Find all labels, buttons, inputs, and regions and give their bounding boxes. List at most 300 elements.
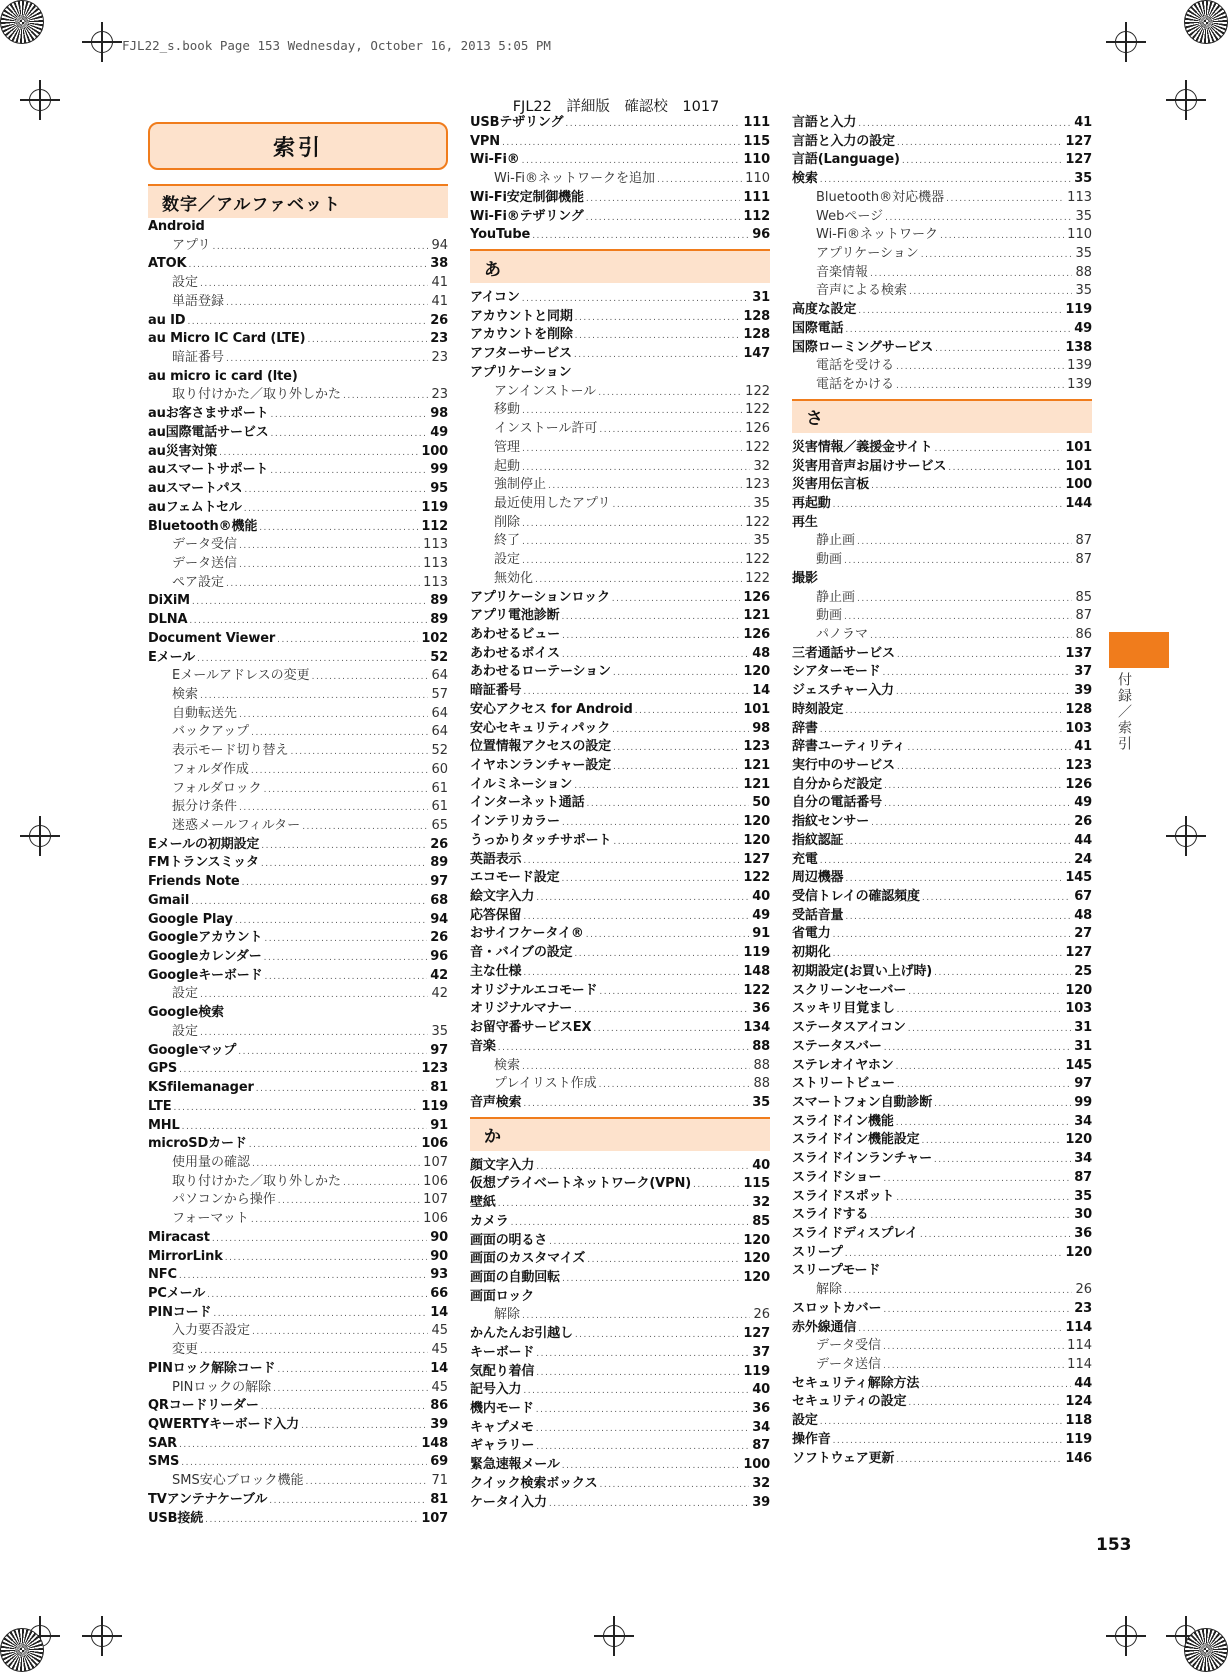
entry-page: 123 (745, 477, 770, 493)
dot-leader (833, 926, 1072, 945)
dot-leader (820, 852, 1072, 871)
entry-term: 緊急速報メール (470, 1457, 560, 1473)
index-entry (148, 218, 448, 237)
entry-term: 画面ロック (470, 1288, 534, 1304)
dot-leader (586, 795, 749, 814)
entry-page: 52 (430, 649, 448, 665)
index-column-2 (470, 114, 770, 1512)
index-entry (792, 738, 1092, 757)
index-entry (470, 794, 770, 813)
index-entry (792, 832, 1092, 851)
entry-term: 削除 (494, 514, 521, 530)
dot-leader (523, 964, 740, 983)
entry-page: 35 (1075, 246, 1092, 262)
dot-leader (562, 627, 740, 646)
entry-page: 26 (430, 930, 448, 946)
entry-page: 34 (1074, 1151, 1092, 1167)
dot-leader (536, 1438, 749, 1457)
dot-leader (907, 739, 1071, 758)
entry-term: 安心セキュリティパック (470, 720, 611, 736)
dot-leader (921, 1376, 1071, 1395)
entry-page: 87 (1075, 533, 1092, 549)
dot-leader (934, 1095, 1071, 1114)
section-heading: か (470, 1117, 770, 1151)
entry-page: 26 (430, 312, 448, 328)
dot-leader (226, 350, 428, 369)
entry-term: Wi-Fi® (470, 152, 520, 168)
index-entry (470, 189, 770, 208)
dot-leader (820, 171, 1072, 190)
index-subentry (148, 349, 448, 368)
index-entry (148, 443, 448, 462)
index-entry (148, 480, 448, 499)
entry-page: 145 (1065, 870, 1092, 886)
entry-page: 120 (743, 1269, 770, 1285)
dot-leader (897, 134, 1063, 153)
dot-leader (870, 627, 1072, 646)
entry-page: 139 (1067, 358, 1092, 374)
dot-leader (239, 799, 428, 818)
dot-leader (908, 1020, 1072, 1039)
entry-term: フォルダロック (172, 780, 262, 796)
entry-term: 無効化 (494, 570, 534, 586)
index-entry (470, 1094, 770, 1113)
entry-term: インターネット通話 (470, 795, 585, 811)
index-entry (148, 405, 448, 424)
entry-page: 35 (752, 1094, 770, 1110)
dot-leader (870, 1207, 1071, 1226)
dot-leader (532, 227, 749, 246)
dot-leader (522, 459, 750, 478)
section-heading: さ (792, 399, 1092, 433)
entry-term: データ送信 (172, 555, 238, 571)
dot-leader (261, 855, 427, 874)
index-entry (470, 308, 770, 327)
entry-term: 音声検索 (470, 1094, 522, 1110)
entry-page: 89 (430, 612, 448, 628)
entry-page: 122 (745, 552, 770, 568)
entry-term: スライドイン機能 (792, 1113, 894, 1129)
index-subentry (470, 476, 770, 495)
entry-term: プレイリスト作成 (494, 1076, 597, 1092)
entry-term: Wi-Fi®ネットワーク (816, 227, 939, 243)
entry-page: 71 (431, 1473, 448, 1489)
dot-leader (522, 1307, 750, 1326)
dot-leader (858, 115, 1071, 134)
dot-leader (657, 171, 742, 190)
entry-term: あわせるローテーション (470, 664, 611, 680)
dot-leader (498, 1039, 750, 1058)
index-entry (470, 738, 770, 757)
dot-leader (251, 724, 428, 743)
dot-leader (845, 321, 1071, 340)
entry-term: QWERTYキーボード入力 (148, 1417, 300, 1432)
entry-page: 101 (743, 701, 770, 717)
dot-leader (271, 425, 428, 444)
entry-term: Gmail (148, 892, 190, 908)
entry-page: 148 (743, 963, 770, 979)
dot-leader (562, 814, 740, 833)
entry-page: 87 (1075, 552, 1092, 568)
entry-term: GPS (148, 1061, 178, 1077)
index-entry (792, 888, 1092, 907)
dot-leader (239, 537, 420, 556)
index-entry (792, 663, 1092, 682)
dot-leader (857, 590, 1072, 609)
entry-page: 65 (431, 818, 448, 833)
dot-leader (586, 926, 750, 945)
dot-leader (871, 477, 1062, 496)
dot-leader (921, 246, 1073, 265)
entry-page: 50 (752, 795, 770, 811)
index-entry (470, 607, 770, 626)
entry-term: 取り付けかた／取り外しかた (172, 1173, 342, 1189)
dot-leader (833, 1432, 1063, 1451)
entry-page: 126 (743, 626, 770, 642)
entry-term: NFC (148, 1267, 177, 1283)
entry-term: データ受信 (172, 537, 238, 553)
index-entry (470, 1250, 770, 1269)
entry-page: 23 (431, 350, 448, 366)
dot-leader (574, 777, 740, 796)
entry-page: 48 (752, 645, 770, 661)
index-entry (470, 888, 770, 907)
entry-page: 45 (431, 1342, 448, 1358)
entry-term: DiXiM (148, 593, 190, 609)
index-entry (470, 1325, 770, 1344)
dot-leader (934, 1151, 1071, 1170)
index-subentry (792, 551, 1092, 570)
index-entry (792, 133, 1092, 152)
entry-term: microSDカード (148, 1136, 247, 1152)
index-entry (792, 1244, 1092, 1263)
entry-term: 音楽情報 (816, 264, 869, 280)
index-subentry (148, 817, 448, 836)
index-entry (792, 944, 1092, 963)
index-entry (148, 1004, 448, 1023)
index-entry (470, 1456, 770, 1475)
dot-leader (261, 837, 427, 856)
index-entry (470, 925, 770, 944)
entry-term: 再生 (792, 514, 818, 530)
entry-page: 45 (431, 1323, 448, 1339)
entry-term: アカウントと同期 (470, 308, 573, 324)
dot-leader (244, 481, 427, 500)
entry-page: 146 (1065, 1450, 1092, 1466)
index-entry (148, 1098, 448, 1117)
entry-term: 設定 (494, 552, 521, 568)
index-entry (470, 133, 770, 152)
index-entry (470, 663, 770, 682)
entry-term: 応答保留 (470, 907, 522, 923)
entry-page: 128 (743, 308, 770, 324)
entry-term: 辞書 (792, 720, 818, 736)
entry-term: 時刻設定 (792, 701, 844, 717)
entry-term: 画面の自動回転 (470, 1269, 560, 1285)
entry-term: Googleアカウント (148, 930, 263, 946)
index-entry (148, 1491, 448, 1510)
registration-mark (1106, 22, 1146, 62)
index-entry (148, 424, 448, 443)
entry-term: フォルダ作成 (172, 761, 249, 777)
entry-page: 60 (431, 761, 448, 777)
index-subentry (792, 626, 1092, 645)
index-entry (470, 626, 770, 645)
dot-leader (562, 1457, 741, 1476)
entry-page: 39 (430, 1417, 448, 1432)
dot-leader (897, 758, 1063, 777)
entry-page: 114 (1065, 1319, 1092, 1335)
dot-leader (188, 256, 427, 275)
index-entry (148, 611, 448, 630)
entry-term: データ受信 (816, 1338, 882, 1354)
entry-page: 106 (423, 1173, 448, 1189)
index-entry (148, 967, 448, 986)
entry-term: 起動 (494, 458, 521, 474)
entry-term: SMS (148, 1454, 180, 1470)
dot-leader (225, 1249, 428, 1268)
dot-leader (269, 1492, 427, 1511)
index-subentry (470, 532, 770, 551)
index-entry (792, 1431, 1092, 1450)
entry-page: 35 (753, 533, 770, 549)
entry-term: PINロック解除コード (148, 1360, 276, 1376)
dot-leader (599, 1076, 751, 1095)
registration-mark (82, 22, 122, 62)
entry-term: 設定 (172, 1023, 199, 1039)
entry-page: 37 (752, 1344, 770, 1360)
dot-leader (896, 358, 1064, 377)
index-entry (148, 1229, 448, 1248)
entry-term: PINロックの解除 (172, 1379, 272, 1395)
entry-term: 高度な設定 (792, 302, 857, 318)
dot-leader (845, 1245, 1063, 1264)
entry-term: アフターサービス (470, 346, 572, 362)
dot-leader (278, 1192, 420, 1211)
dot-leader (844, 552, 1072, 571)
entry-page: 91 (752, 926, 770, 942)
index-entry (470, 1288, 770, 1307)
entry-term: 安心アクセス for Android (470, 701, 633, 717)
entry-page: 86 (430, 1398, 448, 1414)
dot-leader (858, 302, 1062, 321)
entry-term: データ送信 (816, 1357, 882, 1372)
entry-page: 148 (421, 1435, 448, 1451)
index-entry (792, 1094, 1092, 1113)
entry-term: 電話を受ける (816, 358, 895, 374)
dot-leader (192, 593, 427, 612)
index-entry (148, 368, 448, 387)
index-subentry (792, 357, 1092, 376)
index-subentry (470, 458, 770, 477)
dot-leader (200, 1024, 428, 1043)
dot-leader (896, 1451, 1062, 1470)
chapter-tab-label: 付録／索引 (1116, 672, 1132, 752)
entry-term: セキュリティ解除方法 (792, 1375, 920, 1391)
dot-leader (522, 152, 741, 171)
entry-page: 137 (1065, 645, 1092, 661)
color-wheel-mark (1184, 1628, 1228, 1672)
entry-term: MirrorLink (148, 1248, 223, 1264)
index-subentry (792, 245, 1092, 264)
entry-page: 97 (430, 1042, 448, 1058)
entry-page: 64 (431, 668, 448, 684)
entry-term: 音・バイブの設定 (470, 945, 573, 961)
entry-term: セキュリティの設定 (792, 1394, 907, 1410)
entry-page: 145 (1065, 1057, 1092, 1073)
entry-term: 画面の明るさ (470, 1232, 548, 1248)
entry-term: 気配り着信 (470, 1363, 535, 1379)
dot-leader (896, 1189, 1071, 1208)
index-entry (792, 1131, 1092, 1150)
index-entry (470, 1363, 770, 1382)
index-entry (148, 630, 448, 649)
index-entry (148, 312, 448, 331)
index-entry (470, 1400, 770, 1419)
entry-term: パノラマ (816, 626, 869, 642)
entry-page: 99 (430, 462, 448, 478)
index-entry (148, 1397, 448, 1416)
dot-leader (522, 1058, 750, 1077)
entry-page: 114 (1067, 1338, 1092, 1354)
dot-leader (820, 721, 1063, 740)
entry-page: 106 (423, 1211, 448, 1227)
entry-page: 127 (1065, 945, 1092, 961)
dot-leader (549, 1495, 749, 1514)
dot-leader (522, 440, 742, 459)
entry-page: 81 (430, 1491, 448, 1507)
dot-leader (522, 515, 742, 534)
entry-page: 44 (1074, 1375, 1092, 1391)
entry-page: 40 (752, 1157, 770, 1173)
entry-page: 34 (1074, 1113, 1092, 1129)
entry-page: 41 (1074, 115, 1092, 130)
dot-leader (871, 814, 1071, 833)
entry-term: auお客さまサポート (148, 406, 269, 422)
entry-term: スマートフォン自動診断 (792, 1094, 933, 1110)
entry-term: 音楽 (470, 1038, 496, 1054)
index-subentry (148, 293, 448, 312)
entry-page: 122 (745, 514, 770, 530)
registration-mark (1106, 1616, 1146, 1656)
index-subentry (470, 551, 770, 570)
entry-term: 撮影 (792, 570, 818, 586)
entry-page: 124 (1065, 1394, 1092, 1410)
entry-page: 52 (431, 743, 448, 759)
index-entry (470, 1157, 770, 1176)
dot-leader (598, 384, 742, 403)
entry-page: 41 (431, 293, 448, 309)
entry-page: 122 (743, 982, 770, 998)
dot-leader (870, 265, 1072, 284)
dot-leader (612, 590, 741, 609)
index-entry (148, 836, 448, 855)
index-entry (792, 1225, 1092, 1244)
dot-leader (885, 209, 1072, 228)
entry-term: アプリケーションロック (470, 589, 610, 605)
dot-leader (536, 1401, 749, 1420)
entry-page: 37 (1074, 664, 1092, 680)
entry-page: 144 (1065, 495, 1092, 511)
index-entry (470, 589, 770, 608)
index-entry (470, 1194, 770, 1213)
entry-page: 122 (745, 570, 770, 586)
index-subentry (792, 282, 1092, 301)
dot-leader (833, 496, 1063, 515)
entry-page: 118 (1065, 1413, 1092, 1429)
entry-term: 迷惑メールフィルター (172, 818, 301, 833)
dot-leader (251, 762, 429, 781)
entry-page: 115 (743, 1176, 770, 1192)
entry-page: 64 (431, 724, 448, 740)
entry-term: 設定 (792, 1413, 818, 1429)
index-entry (470, 832, 770, 851)
entry-term: インストール許可 (494, 421, 598, 437)
entry-term: うっかりタッチサポート (470, 832, 612, 848)
dot-leader (207, 1286, 427, 1305)
dot-leader (948, 459, 1062, 478)
entry-term: MHL (148, 1117, 180, 1133)
index-entry (148, 1510, 448, 1529)
entry-term: 言語と入力 (792, 115, 857, 130)
dot-leader (189, 612, 427, 631)
entry-page: 88 (753, 1057, 770, 1073)
entry-page: 121 (743, 608, 770, 624)
dot-leader (242, 874, 428, 893)
entry-page: 87 (752, 1438, 770, 1454)
entry-term: 動画 (816, 552, 843, 568)
index-entry (470, 851, 770, 870)
entry-term: 赤外線通信 (792, 1319, 857, 1335)
dot-leader (523, 852, 740, 871)
index-entry (470, 345, 770, 364)
index-subentry (148, 1379, 448, 1398)
entry-page: 113 (423, 555, 448, 571)
entry-term: 最近使用したアプリ (494, 495, 611, 511)
entry-page: 97 (430, 874, 448, 890)
dot-leader (896, 1114, 1071, 1133)
index-entry (470, 151, 770, 170)
entry-term: 辞書ユーティリティ (792, 739, 906, 755)
entry-term: 電話をかける (816, 377, 895, 393)
entry-term: ギャラリー (470, 1438, 535, 1454)
dot-leader (586, 190, 740, 209)
index-subentry (148, 985, 448, 1004)
index-entry (470, 757, 770, 776)
entry-term: スッキリ目覚まし (792, 1001, 895, 1017)
dot-leader (226, 575, 420, 594)
index-entry (470, 1019, 770, 1038)
entry-term: 実行中のサービス (792, 758, 895, 773)
index-entry (148, 1248, 448, 1267)
index-subentry (148, 723, 448, 742)
dot-leader (301, 1417, 427, 1436)
entry-term: 使用量の確認 (172, 1154, 251, 1170)
dot-leader (612, 496, 750, 515)
dot-leader (200, 687, 428, 706)
index-entry (470, 907, 770, 926)
index-subentry (470, 383, 770, 402)
dot-leader (264, 781, 429, 800)
entry-term: 周辺機器 (792, 870, 844, 886)
proof-header: FJL22 詳細版 確認校 1017 (512, 99, 720, 115)
dot-leader (908, 983, 1062, 1002)
entry-term: 省電力 (792, 926, 831, 942)
dot-leader (575, 1326, 741, 1345)
entry-page: 121 (743, 758, 770, 773)
index-subentry (148, 1154, 448, 1173)
entry-page: 42 (431, 986, 448, 1002)
